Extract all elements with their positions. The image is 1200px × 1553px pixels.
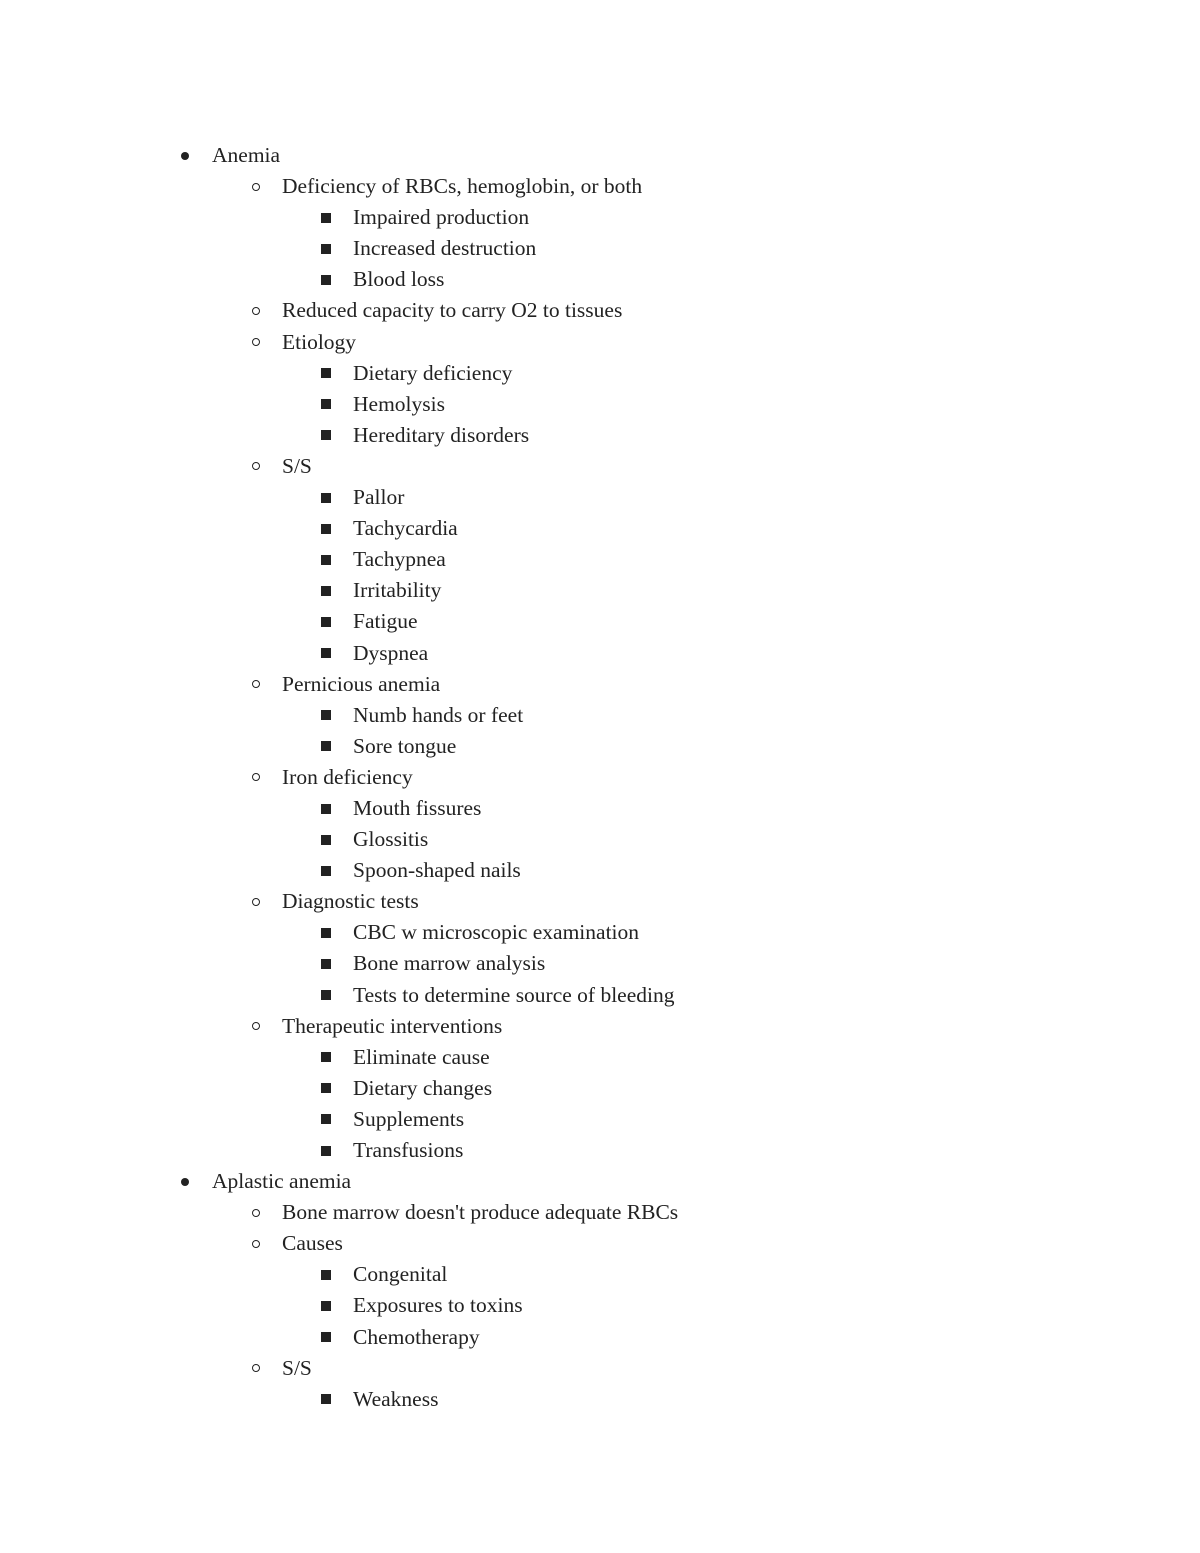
- hollow-circle-bullet-icon: [246, 327, 266, 358]
- outline-item-level-3: [0, 1042, 1200, 1073]
- outline-item-level-3: [0, 202, 1200, 233]
- outline-item-text: S/S: [282, 453, 312, 478]
- outline-item-level-3: [0, 638, 1200, 669]
- outline-item-text: Etiology: [282, 329, 357, 354]
- square-bullet-icon: [316, 855, 336, 886]
- filled-circle-bullet-icon: [175, 140, 195, 171]
- square-bullet-icon: [316, 482, 336, 513]
- hollow-circle-bullet-icon: [246, 1228, 266, 1259]
- outline-item-level-3: [0, 855, 1200, 886]
- outline-item-level-3: [0, 917, 1200, 948]
- hollow-circle-bullet-icon: [246, 451, 266, 482]
- outline-item-level-2: [0, 762, 1200, 793]
- outline-item-text: Fatigue: [353, 609, 418, 634]
- outline-item-level-1: [0, 140, 1200, 171]
- hollow-circle-bullet-icon: [246, 886, 266, 917]
- outline-item-level-3: [0, 544, 1200, 575]
- outline-item-text: Dietary changes: [353, 1075, 493, 1100]
- outline-item-level-3: [0, 575, 1200, 606]
- outline-item-text: Dyspnea: [353, 640, 429, 665]
- filled-circle-bullet-icon: [175, 1166, 195, 1197]
- outline-item-level-3: [0, 1290, 1200, 1321]
- square-bullet-icon: [316, 389, 336, 420]
- outline-item-text: Glossitis: [353, 827, 429, 852]
- square-bullet-icon: [316, 420, 336, 451]
- outline-item-text: Hemolysis: [353, 391, 445, 416]
- outline-item-level-2: [0, 295, 1200, 326]
- outline-item-text: Bone marrow doesn't produce adequate RBCs: [282, 1200, 679, 1225]
- outline-item-level-2: [0, 669, 1200, 700]
- square-bullet-icon: [316, 544, 336, 575]
- outline-item-text: Iron deficiency: [282, 764, 413, 789]
- square-bullet-icon: [316, 917, 336, 948]
- hollow-circle-bullet-icon: [246, 295, 266, 326]
- square-bullet-icon: [316, 1384, 336, 1415]
- outline-item-text: Supplements: [353, 1106, 465, 1131]
- square-bullet-icon: [316, 233, 336, 264]
- outline-item-text: Exposures to toxins: [353, 1293, 523, 1318]
- outline-item-level-3: [0, 358, 1200, 389]
- square-bullet-icon: [316, 1259, 336, 1290]
- square-bullet-icon: [316, 1290, 336, 1321]
- outline-item-text: Tests to determine source of bleeding: [353, 982, 675, 1007]
- hollow-circle-bullet-icon: [246, 1197, 266, 1228]
- square-bullet-icon: [316, 513, 336, 544]
- outline-item-text: Diagnostic tests: [282, 889, 419, 914]
- outline-item-level-2: [0, 171, 1200, 202]
- square-bullet-icon: [316, 824, 336, 855]
- outline-item-text: Causes: [282, 1231, 343, 1256]
- square-bullet-icon: [316, 358, 336, 389]
- outline-item-level-1: [0, 1166, 1200, 1197]
- outline-item-level-3: [0, 1384, 1200, 1415]
- square-bullet-icon: [316, 264, 336, 295]
- outline-item-text: Sore tongue: [353, 733, 457, 758]
- outline-item-level-3: [0, 700, 1200, 731]
- square-bullet-icon: [316, 700, 336, 731]
- outline-item-level-2: [0, 886, 1200, 917]
- outline-item-text: Increased destruction: [353, 236, 537, 261]
- outline-item-text: Pallor: [353, 485, 405, 510]
- outline-item-level-3: [0, 1135, 1200, 1166]
- outline-item-text: Numb hands or feet: [353, 702, 524, 727]
- outline-item-text: CBC w microscopic examination: [353, 920, 640, 945]
- outline-item-level-3: [0, 482, 1200, 513]
- outline-item-level-3: [0, 389, 1200, 420]
- document-outline: [0, 140, 1200, 1415]
- square-bullet-icon: [316, 1073, 336, 1104]
- outline-item-level-3: [0, 824, 1200, 855]
- outline-item-text: Impaired production: [353, 205, 530, 230]
- outline-item-level-2: [0, 1353, 1200, 1384]
- outline-item-text: S/S: [282, 1355, 312, 1380]
- outline-item-text: Tachycardia: [353, 516, 458, 541]
- hollow-circle-bullet-icon: [246, 762, 266, 793]
- outline-item-level-3: [0, 1322, 1200, 1353]
- outline-item-text: Spoon-shaped nails: [353, 858, 521, 883]
- square-bullet-icon: [316, 731, 336, 762]
- outline-item-level-3: [0, 513, 1200, 544]
- outline-item-text: Tachypnea: [353, 547, 446, 572]
- outline-item-level-3: [0, 948, 1200, 979]
- outline-item-level-3: [0, 606, 1200, 637]
- outline-item-level-2: [0, 451, 1200, 482]
- outline-item-text: Weakness: [353, 1386, 439, 1411]
- square-bullet-icon: [316, 1322, 336, 1353]
- outline-item-level-3: [0, 793, 1200, 824]
- outline-item-level-2: [0, 1228, 1200, 1259]
- outline-item-level-2: [0, 1011, 1200, 1042]
- square-bullet-icon: [316, 575, 336, 606]
- outline-item-text: Bone marrow analysis: [353, 951, 546, 976]
- outline-item-text: Transfusions: [353, 1138, 464, 1162]
- square-bullet-icon: [316, 1042, 336, 1073]
- outline-item-text: Aplastic anemia: [212, 1169, 352, 1194]
- outline-item-level-3: [0, 731, 1200, 762]
- outline-item-level-3: [0, 1259, 1200, 1290]
- square-bullet-icon: [316, 1104, 336, 1135]
- outline-item-text: Reduced capacity to carry O2 to tissues: [282, 298, 623, 323]
- square-bullet-icon: [316, 948, 336, 979]
- outline-item-level-3: [0, 980, 1200, 1011]
- outline-item-text: Pernicious anemia: [282, 671, 441, 696]
- hollow-circle-bullet-icon: [246, 1011, 266, 1042]
- square-bullet-icon: [316, 638, 336, 669]
- square-bullet-icon: [316, 606, 336, 637]
- outline-item-text: Therapeutic interventions: [282, 1013, 503, 1038]
- square-bullet-icon: [316, 793, 336, 824]
- outline-item-level-2: [0, 327, 1200, 358]
- outline-item-text: Congenital: [353, 1262, 448, 1287]
- outline-item-text: Chemotherapy: [353, 1324, 480, 1349]
- outline-item-level-2: [0, 1197, 1200, 1228]
- hollow-circle-bullet-icon: [246, 669, 266, 700]
- outline-item-text: Eliminate cause: [353, 1044, 490, 1069]
- outline-item-text: Deficiency of RBCs, hemoglobin, or both: [282, 174, 643, 199]
- outline-item-level-3: [0, 420, 1200, 451]
- square-bullet-icon: [316, 980, 336, 1011]
- square-bullet-icon: [316, 202, 336, 233]
- outline-item-level-3: [0, 264, 1200, 295]
- outline-item-level-3: [0, 1104, 1200, 1135]
- outline-item-text: Anemia: [212, 143, 281, 167]
- outline-item-text: Blood loss: [353, 267, 445, 292]
- outline-item-text: Mouth fissures: [353, 795, 482, 820]
- hollow-circle-bullet-icon: [246, 1353, 266, 1384]
- outline-item-text: Dietary deficiency: [353, 360, 513, 385]
- outline-item-level-3: [0, 1073, 1200, 1104]
- hollow-circle-bullet-icon: [246, 171, 266, 202]
- outline-item-text: Irritability: [353, 578, 442, 603]
- outline-item-text: Hereditary disorders: [353, 422, 530, 447]
- outline-item-level-3: [0, 233, 1200, 264]
- square-bullet-icon: [316, 1135, 336, 1166]
